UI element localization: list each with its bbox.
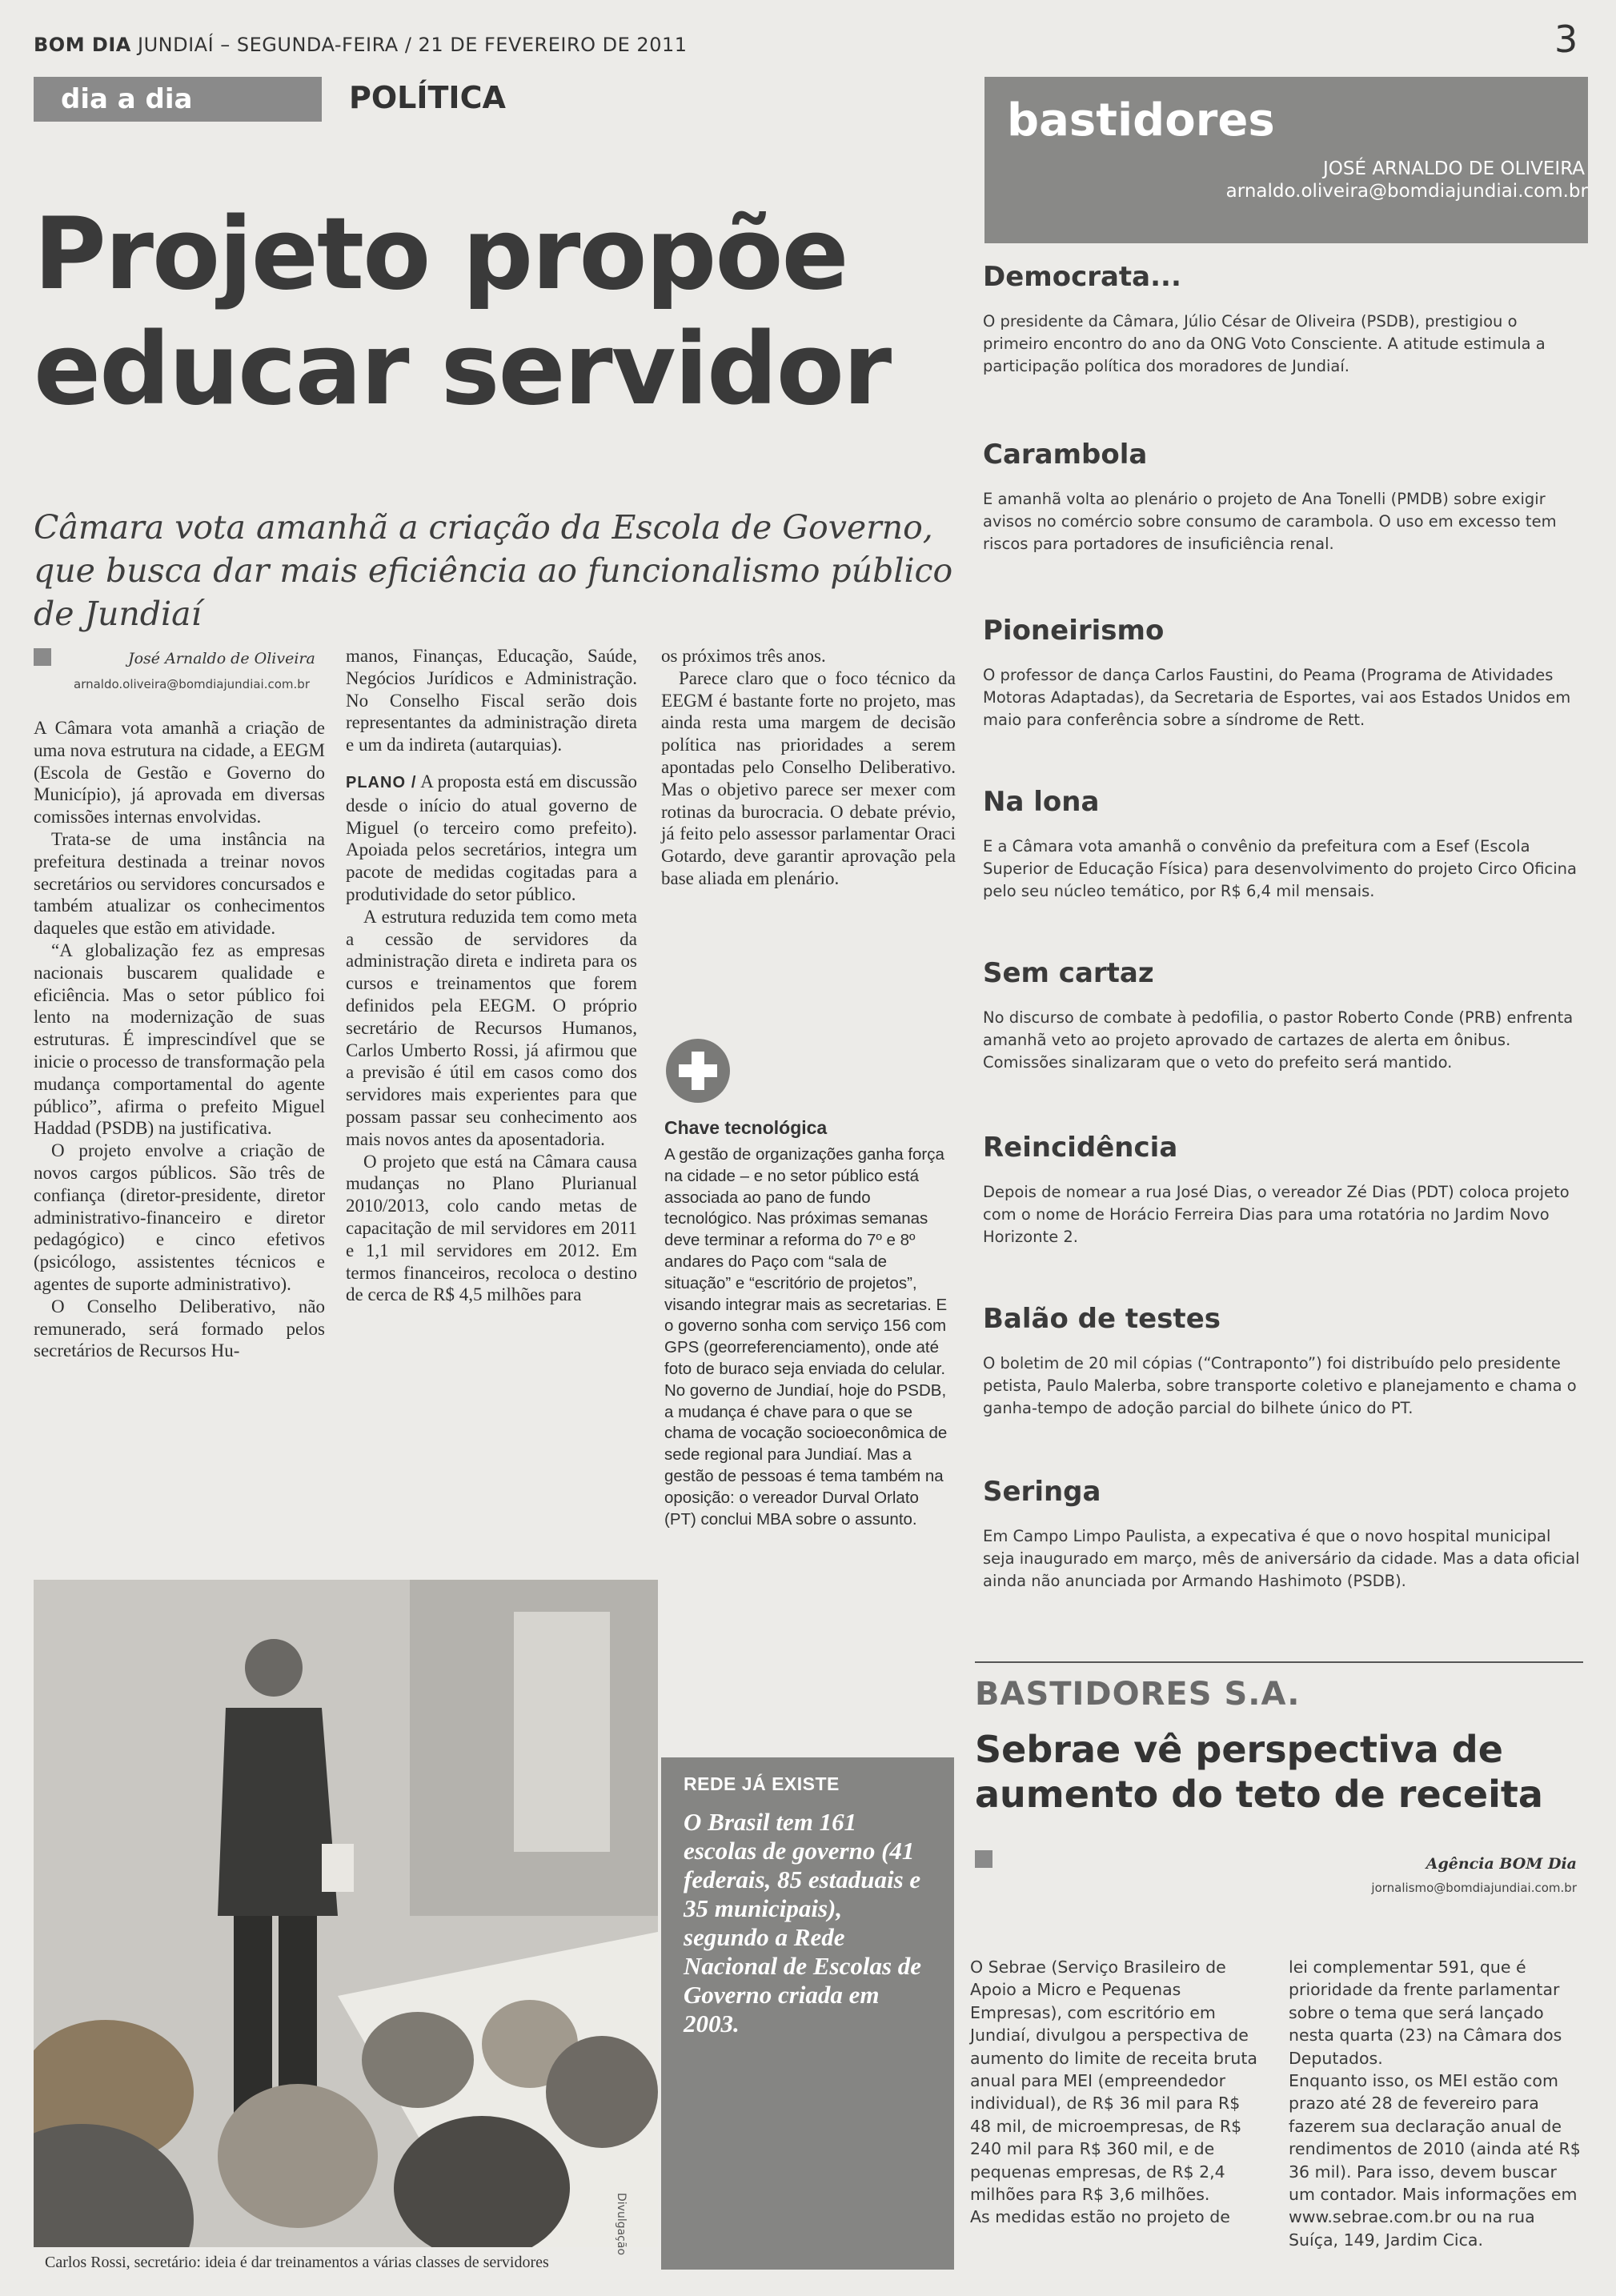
article-column-1 (34, 717, 325, 1362)
sidebar-text: A gestão de organizações ganha força na cidade – e no setor público está associada ao pano de fundo tecnológico. Nas próximas semanas deve terminar a reforma do 7º e 8º andares do Paço com “sala de situação” e “escritório de projetos”, visando integrar mais as secretarias. E o governo sonha com serviço 156 com GPS (georreferenciamento), onde até foto de buraco seja enviada do celular. No governo de Jundiaí, hoje do PSDB, a mudança é chave para o que se chama de vocação socioeconômica de sede regional para Jundiaí. Mas a gestão de pessoas é tema também na oposição: o vereador Durval Orlato (PT) conclui MBA sobre o assunto. (664, 1145, 948, 1529)
article-photo (34, 1580, 658, 2247)
fact-box (661, 1757, 954, 2270)
paragraph: Enquanto isso, os MEI estão com prazo até 28 de fevereiro para fazerem sua declaração anual de rendimentos de 2010 (ainda até R$ 36 mil). Para isso, devem buscar um contador. Mais informações em www.sebrae.com.br ou na rua Suíça, 149, Jardim Cica. (1289, 2071, 1581, 2250)
sa-email: jornalismo@bomdiajundiai.com.br (1371, 1881, 1577, 1895)
byline-marker (34, 648, 51, 666)
note-title: Pioneirismo (983, 615, 1165, 647)
column-note (983, 261, 1585, 378)
sa-byline: Agência BOM Dia (1426, 1855, 1577, 1873)
fact-box-text: O Brasil tem 161 escolas de governo (41 federais, 85 estaduais e 35 municipais), segundo a Rede Nacional de Escolas de Governo criada em 2003. (684, 1808, 922, 2038)
column-title: bastidores (1007, 94, 1275, 146)
column-note (983, 957, 1585, 1074)
paragraph: O projeto envolve a criação de novos cargos públicos. São três de confiança (diretor-presidente, diretor administrativo-financeiro e diretor pedagógico) e cinco efetivos (psicólogo, assistentes técnicos e agentes de suporte administrativo). (34, 1140, 325, 1294)
note-title: Sem cartaz (983, 957, 1154, 989)
paragraph: A estrutura reduzida tem como meta a cessão de servidores da administração direta e indireta para os cursos e treinamentos que forem definidos pela EEGM. O próprio secretário de Recursos Humanos, Carlos Umberto Rossi, já afirmou que a previsão é útil em casos como dos servidores mais experientes para que possam passar seu conhecimento aos mais novos antes da aposentadoria. (346, 906, 637, 1149)
column-note (983, 1476, 1585, 1593)
paragraph-with-kicker (346, 771, 637, 906)
note-title: Seringa (983, 1476, 1101, 1508)
note-text: Depois de nomear a rua José Dias, o vereador Zé Dias (PDT) coloca projeto com o nome de Horácio Ferreira Dias para uma rotatória no Jardim Novo Horizonte 2. (983, 1183, 1570, 1246)
dateline: JUNDIAÍ – SEGUNDA-FEIRA / 21 DE FEVEREIRO DE 2011 (138, 34, 688, 56)
paragraph: Parece claro que o foco técnico da EEGM é bastante forte no projeto, mas ainda resta uma margem de decisão política nas prioridades a serem apontadas pelo Conselho Deliberativo. Mas o objetivo parece ser mexer com rotinas da burocracia. O debate prévio, já feito pelo assessor parlamentar Oraci Gotardo, deve garantir aprovação pela base aliada em plenário. (661, 667, 956, 888)
column-note (983, 786, 1585, 903)
byline-email: arnaldo.oliveira@bomdiajundiai.com.br (74, 677, 310, 691)
paragraph: O Conselho Deliberativo, não remunerado, será formado pelos secretários de Recursos Hu- (34, 1296, 325, 1361)
note-text: O presidente da Câmara, Júlio César de Oliveira (PSDB), prestigiou o primeiro encontro do ano da ONG Voto Consciente. A atitude estimula a participação política dos moradores de Jundiaí. (983, 312, 1546, 375)
column-note (983, 439, 1585, 555)
sa-headline: Sebrae vê perspectiva de aumento do teto de receita (975, 1728, 1543, 1816)
byline-name: José Arnaldo de Oliveira (128, 650, 315, 667)
paragraph: manos, Finanças, Educação, Saúde, Negócios Jurídicos e Administração. No Conselho Fiscal serão dois representantes da administração direta e um da indireta (autarquias). (346, 646, 637, 755)
sidebar-title: Chave tecnológica (664, 1117, 828, 1138)
column-author: JOSÉ ARNALDO DE OLIVEIRA (1322, 158, 1585, 179)
note-text: O professor de dança Carlos Faustini, do Peama (Programa de Atividades Motoras Adaptadas), da Secretaria de Esportes, vai aos Estados Unidos em maio para conferência sobre a síndrome de Rett. (983, 666, 1571, 729)
photo-credit: Divulgação (615, 2193, 628, 2256)
note-title: Reincidência (983, 1132, 1178, 1164)
classroom-photo-illustration (34, 1580, 658, 2247)
note-title: Democrata... (983, 261, 1181, 293)
note-title: Na lona (983, 786, 1100, 818)
paragraph: “A globalização fez as empresas nacionais buscarem qualidade e eficiência. Mas o setor público foi lento na modernização de suas estruturas. É imprescindível que se inicie o processo de transformação pela mudança comportamental do agente público”, afirma o prefeito Miguel Haddad (PSDB) na justificativa. (34, 940, 325, 1139)
article-column-3 (661, 645, 956, 890)
note-text: E a Câmara vota amanhã o convênio da prefeitura com a Esef (Escola Superior de Educação Física) para desenvolvimento do projeto Circo Oficina pelo seu núcleo temático, por R$ 6,4 mil mensais. (983, 837, 1577, 900)
column-email: arnaldo.oliveira@bomdiajundiai.com.br (1225, 181, 1588, 202)
plus-icon (664, 1037, 732, 1104)
column-note (983, 1303, 1585, 1420)
note-title: Balão de testes (983, 1303, 1221, 1335)
headline-line-2: educar servidor (34, 312, 891, 427)
sa-section-label: BASTIDORES S.A. (975, 1676, 1301, 1713)
note-text: O boletim de 20 mil cópias (“Contraponto”) foi distribuído pelo presidente petista, Paulo Malerba, sobre transporte coletivo e planejamento e chama o ganha-tempo de adoção parcial do bilhete único do PT. (983, 1354, 1577, 1417)
note-text: No discurso de combate à pedofilia, o pastor Roberto Conde (PRB) enfrenta amanhã veto ao projeto aprovado de cartazes de alerta em ônibus. Comissões sinalizaram que o veto do prefeito será mantido. (983, 1008, 1574, 1072)
main-headline (34, 197, 962, 427)
note-text: Em Campo Limpo Paulista, a expecativa é que o novo hospital municipal seja inaugurado em março, mês de aniversário da cidade. Mas a data oficial ainda não anunciada por Armando Hashimoto (PSDB). (983, 1527, 1580, 1590)
article-column-2 (346, 645, 637, 1306)
kicker-text: A proposta está em discussão desde o início do atual governo de Miguel (o terceiro como prefeito). Apoiada pelos secretários, integra um pacote de medidas cogitadas para a produtividade do setor público. (346, 771, 637, 904)
note-text: E amanhã volta ao plenário o projeto de Ana Tonelli (PMDB) sobre exigir avisos no comércio sobre consumo de carambola. O uso em excesso tem riscos para portadores de insuficiência renal. (983, 490, 1557, 553)
paragraph: os próximos três anos. (661, 646, 826, 666)
paragraph: lei complementar 591, que é prioridade da frente parlamentar sobre o tema que será lançado nesta quarta (23) na Câmara dos Deputados. (1289, 1957, 1562, 2068)
column-note (983, 1132, 1585, 1248)
paragraph: Trata-se de uma instância na prefeitura destinada a treinar novos secretários ou servidores concursados e também atualizar os conhecimentos daqueles que estão em atividade. (34, 828, 325, 939)
photo-caption: Carlos Rossi, secretário: ideia é dar treinamentos a várias classes de servidores (45, 2254, 549, 2271)
paragraph: As medidas estão no projeto de (970, 2207, 1230, 2227)
column-note (983, 615, 1585, 731)
subheadline: Câmara vota amanhã a criação da Escola de Governo, que busca dar mais eficiência ao funcionalismo público de Jundiaí (34, 508, 953, 633)
fact-box-kicker: REDE JÁ EXISTE (684, 1773, 840, 1794)
paragraph: A Câmara vota amanhã a criação de uma nova estrutura na cidade, a EEGM (Escola de Gestão e Governo do Município), já aprovada em diversas comissões internas envolvidas. (34, 718, 325, 827)
masthead (34, 34, 688, 56)
brand-name: BOM DIA (34, 34, 131, 56)
note-title: Carambola (983, 439, 1148, 471)
subsection-label: POLÍTICA (349, 80, 506, 115)
section-tag: dia a dia (34, 77, 322, 122)
section-divider (975, 1661, 1583, 1663)
paragraph: O Sebrae (Serviço Brasileiro de Apoio a Micro e Pequenas Empresas), com escritório em Jundiaí, divulgou a perspectiva de aumento do limite de receita bruta anual para MEI (empreendedor individual), de R$ 36 mil para R$ 48 mil, de microempresas, de R$ 240 mil para R$ 360 mil, e de pequenas empresas, de R$ 2,4 milhões para R$ 3,6 milhões. (970, 1957, 1257, 2205)
headline-line-1: Projeto propõe (34, 197, 848, 312)
page-number: 3 (1554, 18, 1578, 61)
subhead-kicker: PLANO / (346, 773, 417, 791)
paragraph: O projeto que está na Câmara causa mudanças no Plano Plurianual 2010/2013, colo cando metas de capacitação de mil servidores em 2011 e 1,1 mil servidores em 2012. Em termos financeiros, recoloca o destino de cerca de R$ 4,5 milhões para (346, 1151, 637, 1305)
sa-column-2 (1289, 1956, 1583, 2251)
sa-column-1 (970, 1956, 1260, 2229)
